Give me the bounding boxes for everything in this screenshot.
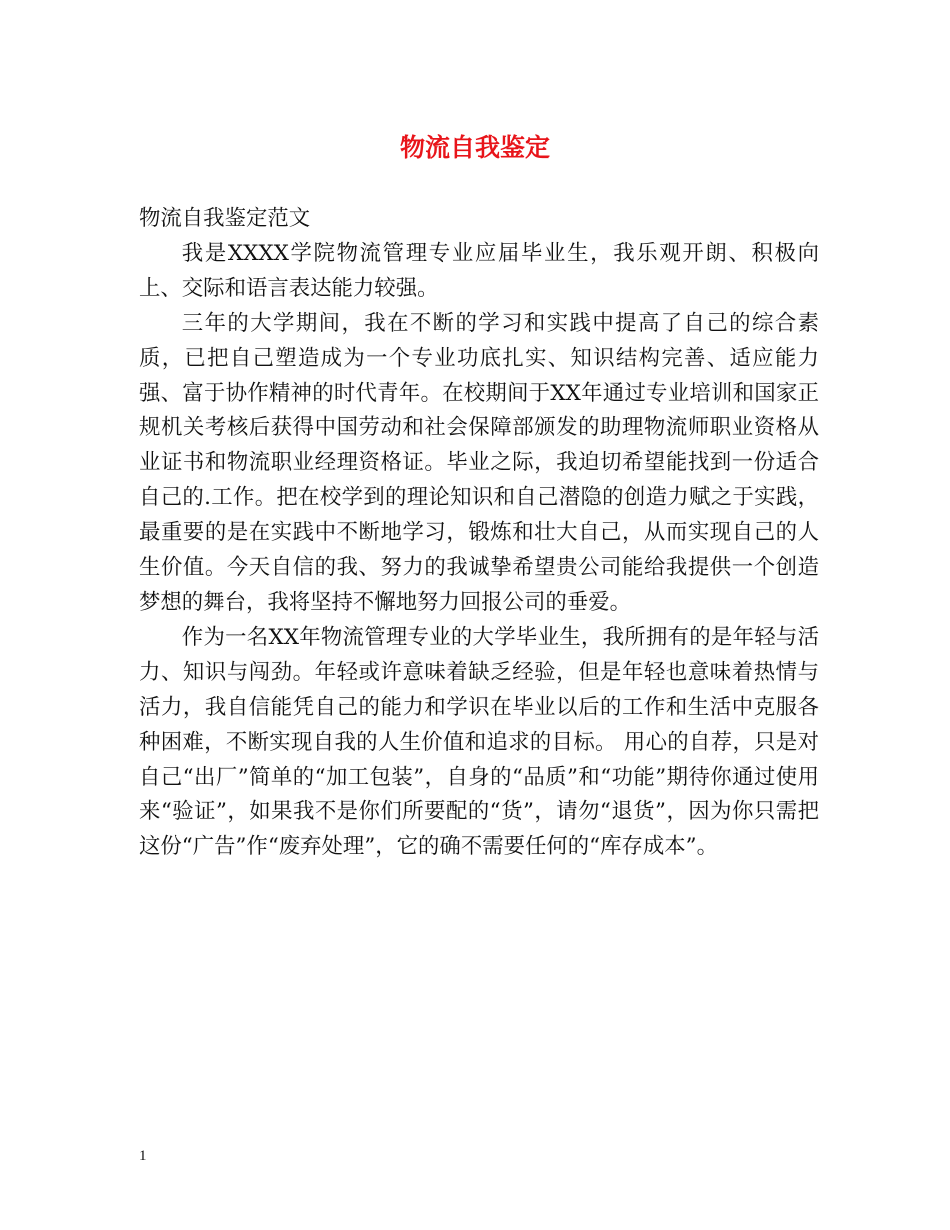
- paragraph-university: 三年的大学期间，我在不断的学习和实践中提高了自己的综合素质，已把自己塑造成为一个专业功底扎实、知识结构完善、适应能力强、富于协作精神的时代青年。在校期间于XX年通过专业培训和国家正规机关考核后获得中国劳动和社会保障部颁发的助理物流师职业资格从业证书和物流职业经理资格证。毕业之际，我迫切希望能找到一份适合自己的.工作。把在校学到的理论知识和自己潜隐的创造力赋之于实践，最重要的是在实践中不断地学习，锻炼和壮大自己，从而实现自己的人生价值。今天自信的我、努力的我诚挚希望贵公司能给我提供一个创造梦想的舞台，我将坚持不懈地努力回报公司的垂爱。: [139, 310, 819, 615]
- page-number: 1: [139, 1148, 147, 1164]
- document-title: 物流自我鉴定: [399, 133, 550, 162]
- paragraph-graduate: 作为一名XX年物流管理专业的大学毕业生，我所拥有的是年轻与活力、知识与闯劲。年轻或许意味着缺乏经验，但是年轻也意味着热情与活力，我自信能凭自己的能力和学识在毕业以后的工作和生活中克服各种困难，不断实现自我的人生价值和追求的目标。 用心的自荐，只是对自己“出厂”简单的“加工包装”，自身的“品质”和“功能”期待你通过使用来“验证”，如果我不是你们所要配的“货”，请勿“退货”，因为你只需把这份“广告”作“废弃处理”，它的确不需要任何的“库存成本”。: [139, 624, 819, 860]
- document-subtitle: 物流自我鉴定范文: [139, 206, 311, 231]
- document-body: [139, 202, 819, 865]
- paragraph-intro: 我是XXXX学院物流管理专业应届毕业生，我乐观开朗、积极向上、交际和语言表达能力较强。: [139, 240, 819, 301]
